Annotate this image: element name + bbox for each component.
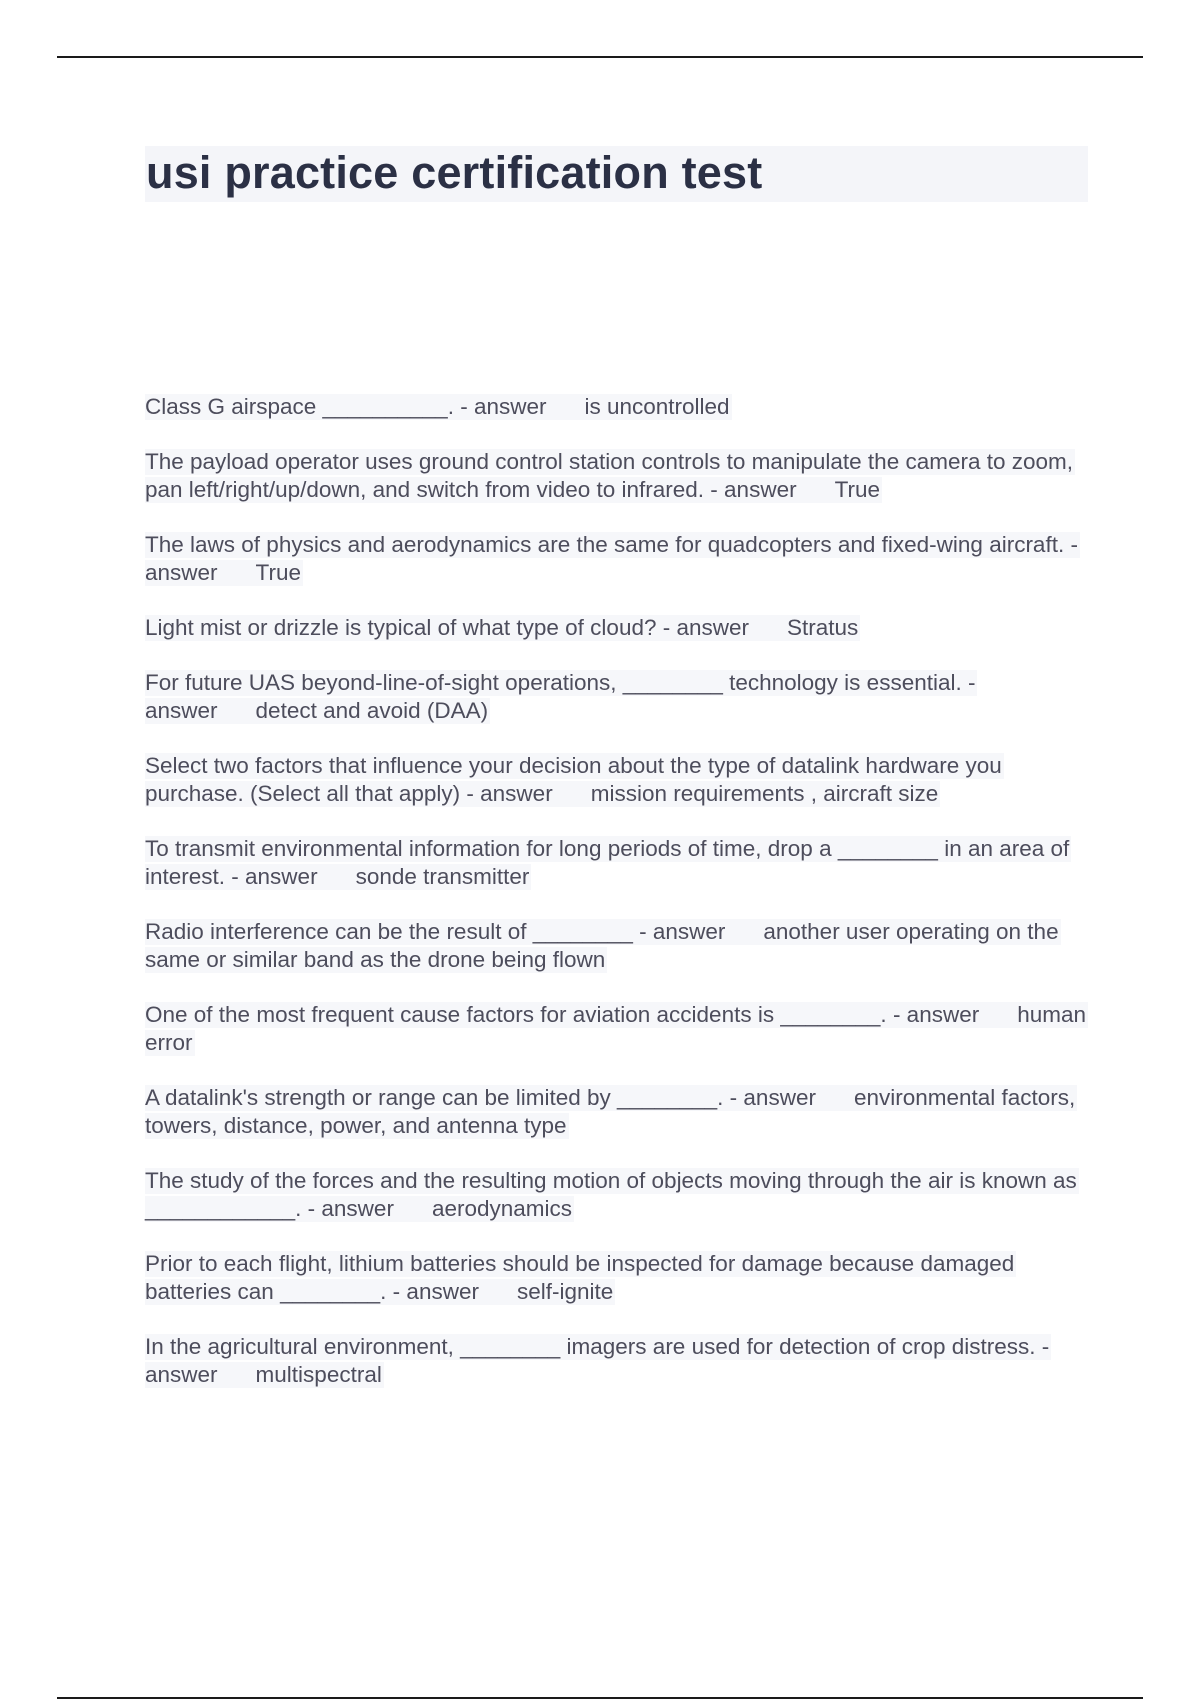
answer-text: human error	[145, 1002, 1087, 1055]
answer-text: Stratus	[787, 615, 859, 640]
qa-item	[145, 1333, 1095, 1389]
answer-text: True	[834, 477, 881, 502]
question-text: Class G airspace __________. - answer	[145, 394, 547, 419]
qa-item	[145, 1084, 1095, 1140]
answer-text: mission requirements , aircraft size	[590, 781, 939, 806]
qa-item	[145, 393, 1095, 421]
answer-text: sonde transmitter	[355, 864, 530, 889]
qa-item	[145, 669, 1095, 725]
qa-item	[145, 614, 1095, 642]
question-text: Light mist or drizzle is typical of what type of cloud? - answer	[145, 615, 750, 640]
answer-text: True	[255, 560, 301, 585]
qa-item	[145, 448, 1095, 504]
answer-text: another user operating on the same or similar band as the drone being flown	[145, 919, 1059, 972]
qa-item	[145, 1001, 1095, 1057]
answer-text: aerodynamics	[431, 1196, 573, 1221]
question-text: The laws of physics and aerodynamics are the same for quadcopters and fixed-wing aircraft. - answer	[145, 532, 1078, 585]
qa-item	[145, 1250, 1095, 1306]
answer-text: multispectral	[255, 1362, 382, 1387]
answer-text: detect and avoid (DAA)	[255, 698, 489, 723]
question-text: In the agricultural environment, ________ imagers are used for detection of crop distress. - answer	[145, 1334, 1050, 1387]
question-text: Select two factors that influence your decision about the type of datalink hardware you purchase. (Select all that apply) - answer	[145, 753, 1002, 806]
qa-item	[145, 918, 1095, 974]
question-text: The study of the forces and the resulting motion of objects moving through the air is known as ____________. - answer	[145, 1168, 1077, 1221]
qa-item	[145, 531, 1095, 587]
top-rule	[57, 56, 1143, 58]
document-title: usi practice certification test	[146, 147, 763, 198]
question-text: Prior to each flight, lithium batteries should be inspected for damage because damaged batteries can ________. - answer	[145, 1251, 1015, 1304]
answer-text: environmental factors, towers, distance, power, and antenna type	[145, 1085, 1076, 1138]
question-text: Radio interference can be the result of ________ - answer	[145, 919, 726, 944]
question-text: A datalink's strength or range can be limited by ________. - answer	[145, 1085, 816, 1110]
qa-list	[145, 393, 1095, 1416]
qa-item	[145, 1167, 1095, 1223]
answer-text: is uncontrolled	[584, 394, 730, 419]
question-text: For future UAS beyond-line-of-sight operations, ________ technology is essential. - answer	[145, 670, 976, 723]
question-text: One of the most frequent cause factors for aviation accidents is ________. - answer	[145, 1002, 980, 1027]
question-text: To transmit environmental information for long periods of time, drop a ________ in an area of interest. - answer	[145, 836, 1070, 889]
bottom-rule	[57, 1697, 1143, 1699]
answer-text: self-ignite	[516, 1279, 614, 1304]
question-text: The payload operator uses ground control station controls to manipulate the camera to zoom, pan left/right/up/down, and switch from video to infrared. - answer	[145, 449, 1074, 502]
qa-item	[145, 752, 1095, 808]
qa-item	[145, 835, 1095, 891]
